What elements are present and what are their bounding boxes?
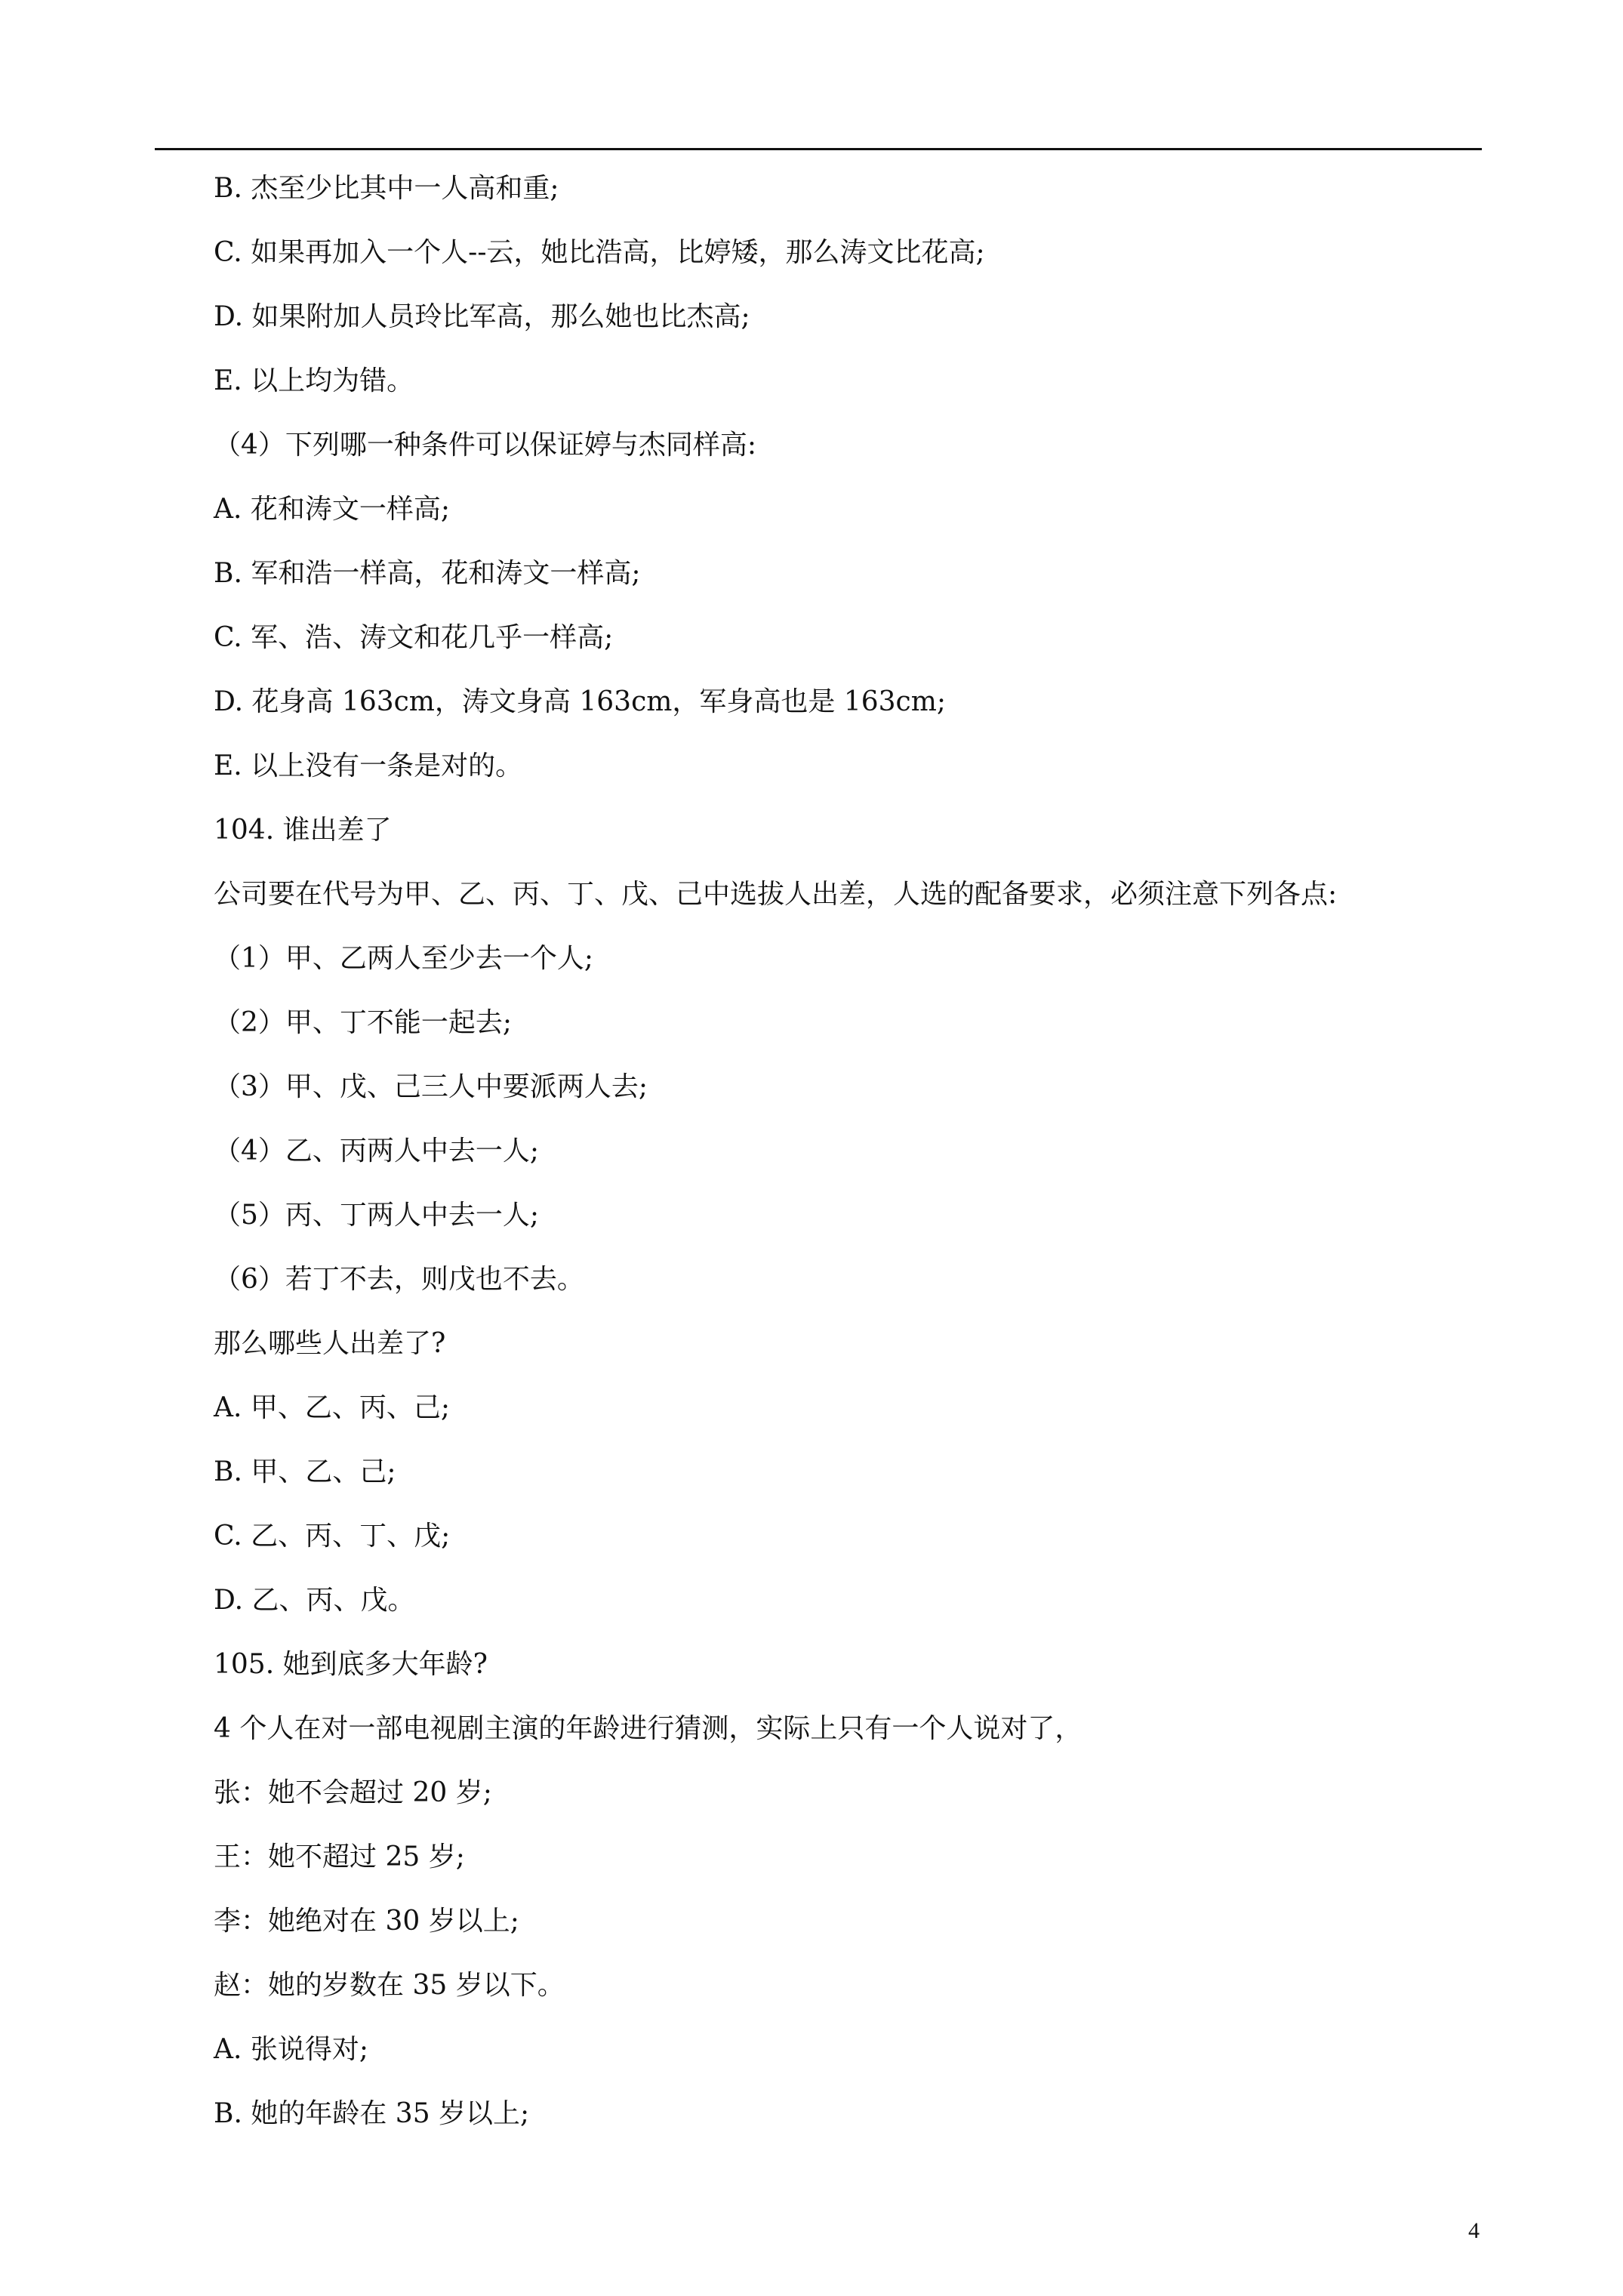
text-line: 4 个人在对一部电视剧主演的年龄进行猜测，实际上只有一个人说对了， (214, 1713, 1083, 1744)
text-line: C. 军、浩、涛文和花几乎一样高; (214, 622, 614, 653)
text-line: A. 张说得对; (214, 2034, 369, 2065)
document-body (214, 169, 1482, 2159)
text-line: D. 如果附加人员玲比军高，那么她也比杰高; (214, 301, 750, 332)
text-line: C. 乙、丙、丁、戊; (214, 1521, 451, 1552)
text-line: E. 以上没有一条是对的。 (214, 750, 523, 781)
text-line: B. 杰至少比其中一人高和重; (214, 173, 559, 204)
text-line: E. 以上均为错。 (214, 365, 414, 396)
text-line: B. 甲、乙、己; (214, 1456, 396, 1487)
text-line: （1）甲、乙两人至少去一个人; (214, 943, 594, 974)
question-title: 105. 她到底多大年龄? (214, 1649, 488, 1680)
text-line: （3）甲、戊、己三人中要派两人去; (214, 1071, 648, 1102)
page-number: 4 (1468, 2218, 1480, 2243)
text-line: （4）下列哪一种条件可以保证婷与杰同样高: (214, 430, 757, 461)
text-line: B. 她的年龄在 35 岁以上; (214, 2098, 530, 2129)
text-line: （4）乙、丙两人中去一人; (214, 1136, 540, 1166)
text-line: 赵：她的岁数在 35 岁以下。 (214, 1970, 565, 2001)
text-line: （2）甲、丁不能一起去; (214, 1007, 513, 1038)
header-rule (155, 148, 1482, 150)
text-line: 李：她绝对在 30 岁以上; (214, 1906, 519, 1937)
text-line: （6）若丁不去，则戊也不去。 (214, 1264, 584, 1295)
text-line: 公司要在代号为甲、乙、丙、丁、戊、己中选拔人出差，人选的配备要求，必须注意下列各点: (214, 879, 1338, 910)
text-line: D. 乙、丙、戊。 (214, 1585, 415, 1616)
question-title: 104. 谁出差了 (214, 815, 392, 846)
text-line: 张：她不会超过 20 岁; (214, 1777, 492, 1808)
text-line: A. 甲、乙、丙、己; (214, 1392, 451, 1423)
text-line: B. 军和浩一样高，花和涛文一样高; (214, 558, 641, 589)
text-line: A. 花和涛文一样高; (214, 494, 451, 525)
text-line: 王：她不超过 25 岁; (214, 1841, 465, 1872)
text-line: D. 花身高 163cm，涛文身高 163cm，军身高也是 163cm; (214, 686, 946, 717)
text-line: 那么哪些人出差了? (214, 1328, 446, 1359)
text-line: （5）丙、丁两人中去一人; (214, 1200, 540, 1231)
text-line: C. 如果再加入一个人--云，她比浩高，比婷矮，那么涛文比花高; (214, 237, 985, 268)
